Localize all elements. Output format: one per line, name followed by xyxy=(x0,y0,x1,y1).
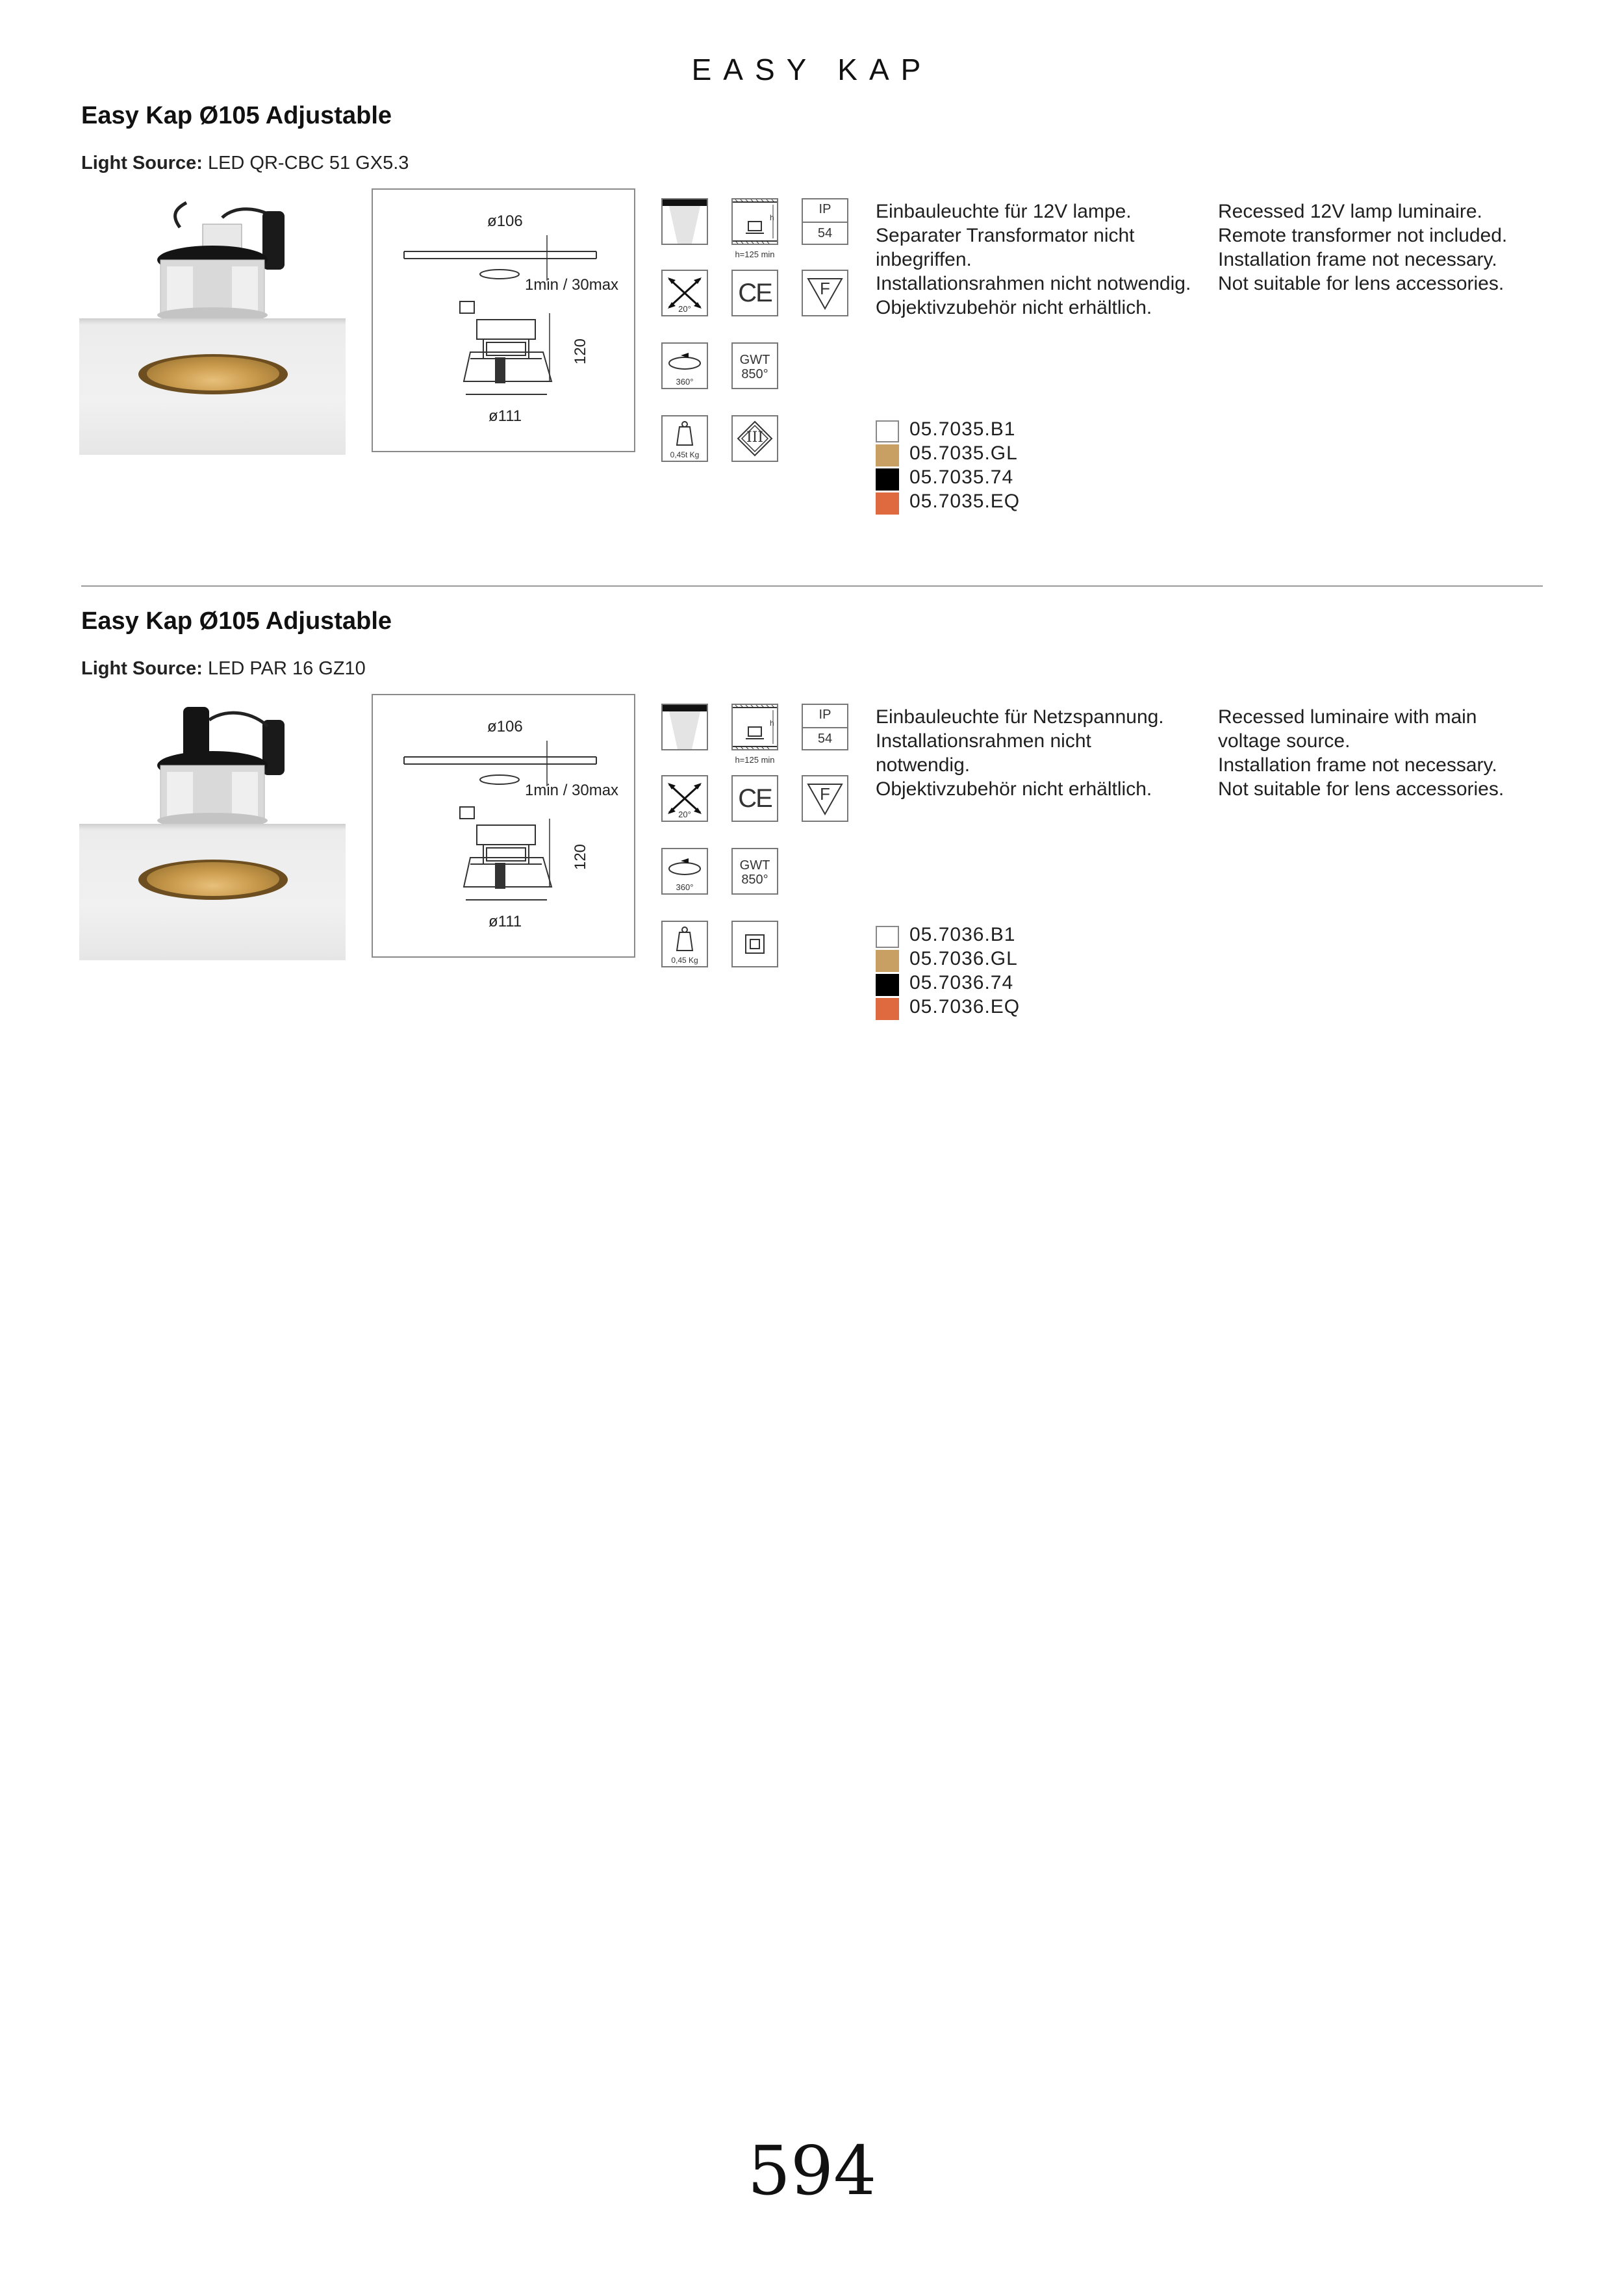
rotation-icon xyxy=(661,342,708,389)
top-diameter-label: ø106 xyxy=(487,718,523,735)
desc-de-line: Einbauleuchte für 12V lampe. xyxy=(876,201,1132,222)
section-divider xyxy=(81,585,1543,587)
bottom-diameter-label: ø111 xyxy=(488,407,522,425)
svg-text:h: h xyxy=(770,213,774,222)
class-mark-text: III xyxy=(746,429,764,446)
gwt-value: 850° xyxy=(741,367,768,381)
rotation-label: 360° xyxy=(676,882,694,892)
variant-code: 05.7036.74 xyxy=(909,972,1014,993)
weight-icon xyxy=(661,415,708,462)
variant-code: 05.7036.GL xyxy=(909,948,1018,969)
color-swatch-gold xyxy=(876,444,899,466)
weight-icon xyxy=(661,921,708,967)
desc-de-line: Einbauleuchte für Netzspannung. xyxy=(876,706,1164,728)
color-swatch-white xyxy=(876,420,899,442)
fixture-body-image xyxy=(79,188,346,325)
desc-en-line: Not suitable for lens accessories. xyxy=(1218,778,1504,800)
ip-value: 54 xyxy=(817,226,833,240)
fixture-body-image xyxy=(79,694,346,830)
desc-de-line: inbegriffen. xyxy=(876,249,972,270)
lamp-shade-icon xyxy=(661,704,708,750)
product-section-2 xyxy=(0,607,1624,1062)
desc-de-line: Installationsrahmen nicht notwendig. xyxy=(876,273,1191,294)
bottom-diameter-label: ø111 xyxy=(488,913,522,930)
color-swatch-gold xyxy=(876,950,899,972)
f-mark-text: F xyxy=(820,279,830,298)
ip-rating-badge xyxy=(802,704,848,750)
technical-drawing xyxy=(372,694,635,958)
mounting-height-label: h=125 min xyxy=(735,249,775,259)
light-source xyxy=(81,153,409,174)
desc-de-line: Objektivzubehör nicht erhältlich. xyxy=(876,778,1152,800)
desc-en-line: Installation frame not necessary. xyxy=(1218,249,1497,270)
ceiling-thickness-label: 1min / 30max xyxy=(525,782,619,799)
page-number: 594 xyxy=(747,2131,877,2210)
desc-en-line: Recessed luminaire with main xyxy=(1218,706,1477,728)
weight-label: 0,45t Kg xyxy=(670,450,700,459)
description-german xyxy=(876,705,1164,801)
color-swatch-black xyxy=(876,974,899,996)
ip-value: 54 xyxy=(817,732,833,746)
color-swatch-white xyxy=(876,926,899,948)
ip-label: IP xyxy=(818,708,831,722)
description-german xyxy=(876,199,1191,320)
variant-code: 05.7035.EQ xyxy=(909,491,1021,512)
product-photo xyxy=(79,694,346,960)
class-iii-icon xyxy=(731,415,778,462)
svg-text:h: h xyxy=(770,719,774,728)
rotation-icon xyxy=(661,848,708,895)
rotation-label: 360° xyxy=(676,377,694,387)
ip-rating-badge xyxy=(802,198,848,245)
desc-de-line: Objektivzubehör nicht erhältlich. xyxy=(876,297,1152,318)
beam-angle-icon xyxy=(661,775,708,822)
gold-reflector xyxy=(147,862,279,896)
gold-reflector xyxy=(147,357,279,390)
beam-angle-icon xyxy=(661,270,708,316)
light-source-value: LED QR-CBC 51 GX5.3 xyxy=(207,153,409,173)
variant-code: 05.7035.74 xyxy=(909,466,1014,488)
product-title: Easy Kap Ø105 Adjustable xyxy=(81,102,392,129)
desc-de-line: Installationsrahmen nicht xyxy=(876,730,1091,752)
f-mark-text: F xyxy=(820,784,830,804)
gwt-label: GWT xyxy=(739,858,770,873)
glow-wire-test-icon xyxy=(731,342,778,389)
light-source-label: Light Source: xyxy=(81,153,203,173)
gwt-value: 850° xyxy=(741,873,768,887)
color-swatch-orange xyxy=(876,998,899,1020)
product-title: Easy Kap Ø105 Adjustable xyxy=(81,607,392,635)
color-swatch-black xyxy=(876,468,899,491)
ce-mark-text: CE xyxy=(738,784,772,813)
desc-en-line: voltage source. xyxy=(1218,730,1351,752)
class-ii-icon xyxy=(731,921,778,967)
technical-drawing xyxy=(372,188,635,452)
color-swatch-orange xyxy=(876,492,899,515)
light-source xyxy=(81,658,366,680)
beam-angle-label: 20° xyxy=(678,304,691,314)
description-english xyxy=(1218,705,1504,801)
desc-de-line: notwendig. xyxy=(876,754,971,776)
desc-en-line: Remote transformer not included. xyxy=(1218,225,1508,246)
weight-label: 0,45 Kg xyxy=(671,956,698,965)
variant-code: 05.7036.B1 xyxy=(909,924,1016,945)
beam-angle-label: 20° xyxy=(678,810,691,819)
desc-de-line: Separater Transformator nicht xyxy=(876,225,1135,246)
desc-en-line: Installation frame not necessary. xyxy=(1218,754,1497,776)
ce-mark-icon xyxy=(731,775,778,822)
desc-en-line: Not suitable for lens accessories. xyxy=(1218,273,1504,294)
f-mark-icon xyxy=(802,775,848,822)
ip-label: IP xyxy=(818,202,831,216)
light-source-value: LED PAR 16 GZ10 xyxy=(207,658,366,679)
ceiling-thickness-label: 1min / 30max xyxy=(525,276,619,294)
height-label: 120 xyxy=(572,843,590,871)
glow-wire-test-icon xyxy=(731,848,778,895)
desc-en-line: Recessed 12V lamp luminaire. xyxy=(1218,201,1482,222)
f-mark-icon xyxy=(802,270,848,316)
light-source-label: Light Source: xyxy=(81,658,203,679)
gwt-label: GWT xyxy=(739,353,770,367)
mounting-height-icon xyxy=(731,198,778,259)
variant-code: 05.7035.B1 xyxy=(909,418,1016,440)
page-title: EASY KAP xyxy=(691,53,933,86)
mounting-height-icon xyxy=(731,704,778,765)
top-diameter-label: ø106 xyxy=(487,212,523,230)
height-label: 120 xyxy=(572,338,590,365)
variant-code: 05.7035.GL xyxy=(909,442,1018,464)
description-english xyxy=(1218,199,1507,296)
lamp-shade-icon xyxy=(661,198,708,245)
ce-mark-text: CE xyxy=(738,279,772,307)
product-section-1 xyxy=(0,102,1624,557)
product-photo xyxy=(79,188,346,455)
mounting-height-label: h=125 min xyxy=(735,755,775,765)
variant-code: 05.7036.EQ xyxy=(909,996,1021,1017)
ce-mark-icon xyxy=(731,270,778,316)
